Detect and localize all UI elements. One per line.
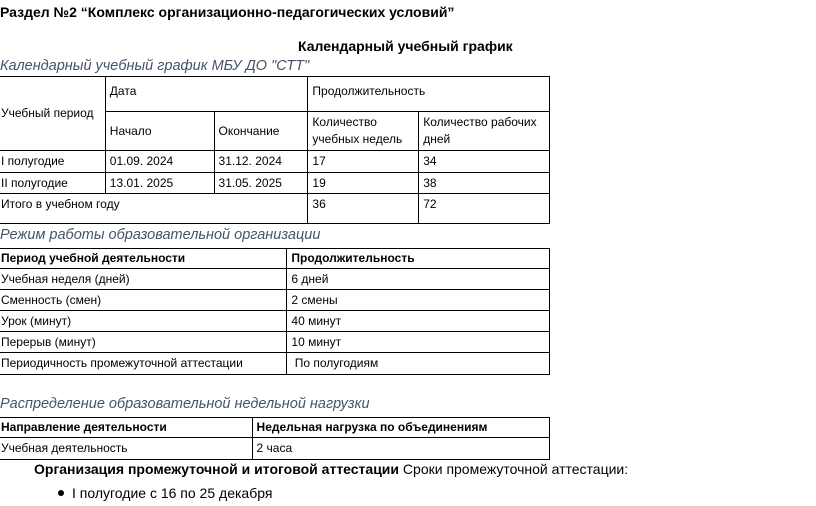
attestation-bullet	[58, 485, 272, 501]
regime-table	[0, 248, 550, 375]
table-row	[0, 353, 550, 375]
cell-label: Сменность (смен)	[0, 290, 287, 311]
cell-start: 13.01. 2025	[105, 173, 214, 194]
attestation-rest: Сроки промежуточной аттестации:	[399, 461, 629, 477]
table-row	[0, 269, 550, 290]
section-heading: Раздел №2 “Комплекс организационно-педагогических условий”	[0, 4, 455, 20]
cell-label: Перерыв (минут)	[0, 332, 287, 353]
cell-days: 34	[419, 151, 550, 173]
doc-title: Календарный учебный график	[298, 38, 513, 54]
load-table	[0, 417, 550, 460]
load-col-direction: Направление деятельности	[0, 418, 252, 438]
calendar-col-weeks: Количество учебных недель	[308, 112, 419, 151]
calendar-col-start: Начало	[105, 112, 214, 151]
table-row	[0, 438, 550, 460]
cell-value: 2 смены	[287, 290, 550, 311]
table-row	[0, 173, 550, 194]
regime-col-duration: Продолжительность	[287, 249, 550, 269]
cell-load: 2 часа	[252, 438, 549, 460]
calendar-col-period: Учебный период	[0, 77, 105, 151]
regime-heading: Режим работы образовательной организации	[0, 227, 321, 243]
load-heading: Распределение образовательной недельной нагрузки	[0, 396, 370, 412]
cell-value: 6 дней	[287, 269, 550, 290]
attestation-text	[34, 461, 628, 477]
cell-label: Учебная неделя (дней)	[0, 269, 287, 290]
calendar-heading: Календарный учебный график МБУ ДО "СТТ"	[0, 58, 310, 74]
cell-direction: Учебная деятельность	[0, 438, 252, 460]
cell-total-label: Итого в учебном году	[0, 194, 308, 224]
table-row-total	[0, 194, 550, 224]
table-row	[0, 332, 550, 353]
cell-total-days: 72	[419, 194, 550, 224]
table-row	[0, 290, 550, 311]
cell-period: II полугодие	[0, 173, 105, 194]
cell-period: I полугодие	[0, 151, 105, 173]
bullet-icon	[58, 490, 64, 496]
cell-end: 31.05. 2025	[214, 173, 308, 194]
load-col-load: Недельная нагрузка по объединениям	[252, 418, 549, 438]
bullet-text: I полугодие с 16 по 25 декабря	[72, 485, 273, 501]
table-row	[0, 151, 550, 173]
calendar-table	[0, 76, 550, 224]
cell-end: 31.12. 2024	[214, 151, 308, 173]
attestation-bold: Организация промежуточной и итоговой аттестации	[34, 461, 400, 477]
cell-value: По полугодиям	[287, 353, 550, 375]
cell-weeks: 17	[308, 151, 419, 173]
calendar-col-end: Окончание	[214, 112, 308, 151]
regime-col-period: Период учебной деятельности	[0, 249, 287, 269]
cell-label: Периодичность промежуточной аттестации	[0, 353, 287, 375]
cell-days: 38	[419, 173, 550, 194]
cell-weeks: 19	[308, 173, 419, 194]
calendar-col-days: Количество рабочих дней	[419, 112, 550, 151]
cell-label: Урок (минут)	[0, 311, 287, 332]
cell-total-weeks: 36	[308, 194, 419, 224]
calendar-col-duration: Продолжительность	[308, 77, 550, 112]
cell-start: 01.09. 2024	[105, 151, 214, 173]
calendar-col-date: Дата	[105, 77, 308, 112]
cell-value: 40 минут	[287, 311, 550, 332]
table-row	[0, 311, 550, 332]
cell-value: 10 минут	[287, 332, 550, 353]
